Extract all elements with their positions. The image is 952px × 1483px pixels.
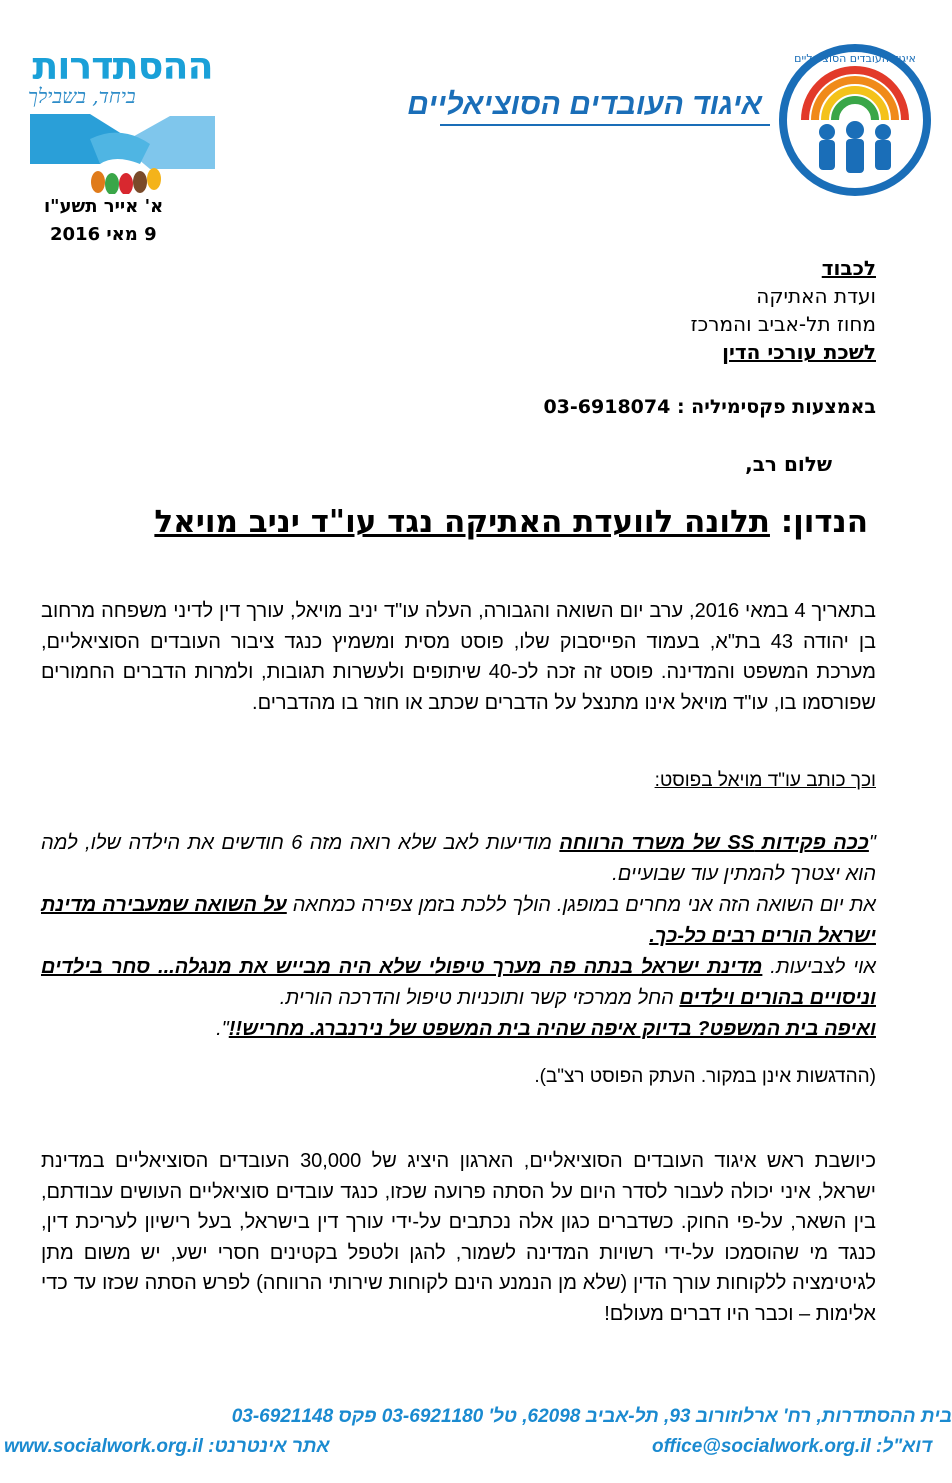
quote-close-mark: ". [216, 1018, 229, 1040]
emphasis-note: (ההדגשות אינן במקור. העתק הפוסט רצ"ב). [534, 1066, 876, 1087]
footer-website-block [4, 1436, 329, 1458]
hebrew-date: א' אייר תשע"ו [44, 196, 164, 217]
recipient-line-3: לשכת עורכי הדין [722, 340, 876, 364]
recipient-line-2: מחוז תל-אביב והמרכז [690, 312, 876, 336]
quote-segment-4: על השואה שמעבירה מדינת ישראל הורים רבים כל-כך. [41, 894, 876, 947]
paragraph-1-text: בתאריך 4 במאי 2016, ערב יום השואה והגבורה, העלה עו"ד יניב מויאל, עורך דין לדיני משפחה מרחוב בן יהודה 43 בת"א, בעמוד הפייסבוק שלו, פוסט מסית ומשמיץ כנגד ציבור העובדים הסוציאליים, מערכת המשפט והמדינה. פוסט זה זכה לכ-40 שיתופים ולעשרות תגובות, ולמרות הדברים החמורים שפורסמו בו, עו"ד מויאל אינו מתנצל על הדברים שכתב או חוזר בו מהדברים. [41, 600, 877, 714]
footer-email-label: דוא"ל: [876, 1436, 932, 1457]
subject-label: הנדון: [780, 504, 868, 540]
quote-segment-7: החל ממרכזי קשר ותוכניות טיפול והדרכה הורית. [279, 987, 680, 1009]
association-logo-arc-text: איגוד העובדים הסוציאליים [794, 52, 916, 65]
footer-website-link[interactable]: www.socialwork.org.il [4, 1436, 203, 1457]
fax-line [543, 396, 876, 418]
quote-segment-1: ככה פקידות SS של משרד הרווחה [559, 832, 869, 854]
social-workers-association-logo [775, 40, 935, 200]
histadrut-logo-tagline: ביחד, בשבילך [28, 84, 136, 108]
footer-email-block [652, 1436, 932, 1458]
quote-segment-2: מודיעות לאב שלא רואה מזה 6 חודשים את הילדה שלו, למה הוא יצטרך להמתין עוד שבועיים. [41, 832, 876, 885]
quote-segment-5: אוי לצביעות. [762, 956, 876, 978]
fax-number: 03-6918074 [543, 396, 671, 418]
recipient-line-1: ועדת האתיקה [756, 284, 876, 308]
body-paragraph-2 [41, 1146, 876, 1329]
association-name-underline [440, 124, 770, 126]
fax-label: באמצעות פקסימיליה : [676, 396, 876, 418]
body-paragraph-1 [41, 596, 876, 718]
greeting: שלום רב, [745, 452, 832, 476]
footer-website-label: אתר אינטרנט: [208, 1436, 330, 1457]
footer-address: בית ההסתדרות, רח' ארלוזורוב 93, תל-אביב 62098, טל' 03-6921180 פקס 03-6921148 [231, 1406, 952, 1427]
subject-text: תלונה לוועדת האתיקה נגד עו"ד יניב מויאל [154, 504, 770, 540]
quote-open-mark: " [868, 832, 876, 854]
association-name: איגוד העובדים הסוציאליים [407, 88, 762, 121]
quote-segment-6: מדינת ישראל בנתה פה מערך טיפולי שלא היה מבייש את מנגלה... סחר בילדים וניסויים בהורים וילדים [41, 956, 876, 1009]
histadrut-logo-title: ההסתדרות [32, 44, 213, 88]
paragraph-2-text: כיושבת ראש איגוד העובדים הסוציאליים, הארגון היציג של 30,000 העובדים הסוציאליים במדינת ישראל, איני יכולה לעבור לסדר היום על הסתה פרועה שכזו, כנגד עובדים סוציאליים העושים עבודתם, בין השאר, על-פי החוק. כשדברים כגון אלה נכתבים על-ידי עורך דין בישראל, בעל רישיון לעריכת דין, כנגד מי שהוסמכו על-ידי רשויות המדינה לשמור, להגן ולטפל בקטינים חסרי ישע, יש משום מתן לגיטימציה ללקוחות עורך הדין (שלא מן הנמנע הינם לקוחות שירותי הרווחה) לפרש הסתה שכזו עד כדי אלימות – וכבר היו דברים מעולם! [41, 1150, 876, 1325]
footer-contacts [0, 1436, 952, 1466]
recipient-honorific: לכבוד [821, 256, 876, 280]
quote-segment-3: את יום השואה הזה אני מחרים במופגן. הולך ללכת בזמן צפירה כמחאה [286, 894, 876, 916]
histadrut-logo [20, 44, 225, 194]
gregorian-date: 9 מאי 2016 [50, 224, 157, 245]
footer-email-link[interactable]: office@socialwork.org.il [651, 1436, 871, 1457]
handshake-icon [20, 44, 225, 194]
quote-segment-8: ואיפה בית המשפט? בדיוק איפה שהיה בית המשפט של נירנברג. מחריש!! [228, 1018, 876, 1040]
subject-line [154, 504, 868, 540]
quote-intro: וכך כותב עו"ד מויאל בפוסט: [654, 770, 876, 791]
quoted-post [41, 828, 876, 1045]
